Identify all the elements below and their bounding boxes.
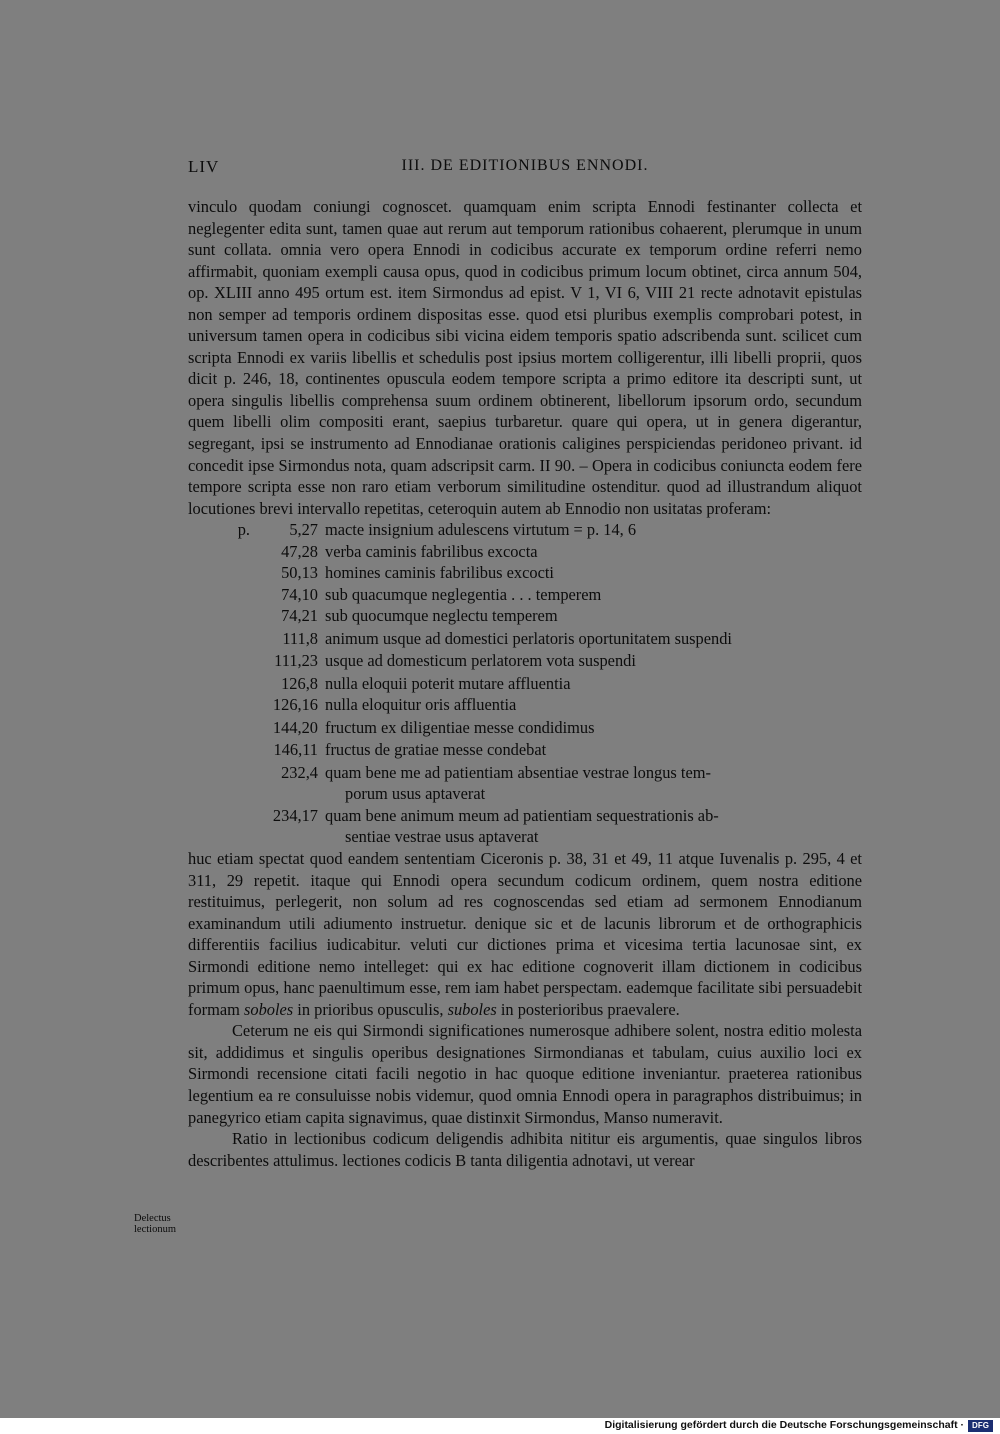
footer-bar <box>0 1418 1000 1434</box>
running-title: III. DE EDITIONIBUS ENNODI. <box>401 157 649 174</box>
reference-location: 74,21 <box>281 606 318 626</box>
reference-location: 232,4 <box>281 762 318 782</box>
reference-item <box>188 519 862 541</box>
reference-item <box>188 650 862 672</box>
reference-text: homines caminis fabrilibus excocti <box>325 563 554 583</box>
reference-text: nulla eloquii poterit mutare affluentia <box>325 673 571 693</box>
reference-text-continuation: porum usus aptaverat <box>345 784 486 804</box>
reference-location: 47,28 <box>281 541 318 561</box>
reference-text: animum usque ad domestici perlatoris oportunitatem suspendi <box>325 629 732 649</box>
reference-text: sub quacumque neglegentia . . . temperem <box>325 584 602 604</box>
paragraph: Ratio in lectionibus codicum deligendis adhibita nititur eis argumentis, quae singulos libros describentes attulimus. lectiones codicis B tanta diligentia adnotavi, ut verear <box>188 1129 862 1170</box>
funding-credit: Digitalisierung gefördert durch die Deutsche Forschungsgemeinschaft · <box>604 1419 964 1431</box>
body-text <box>188 196 862 1171</box>
reference-item <box>188 717 862 739</box>
reference-prefix <box>188 762 250 805</box>
reference-location: 111,8 <box>282 629 318 649</box>
reference-prefix: p. <box>237 520 250 540</box>
reference-location: 5,27 <box>289 520 318 540</box>
italic-word: suboles <box>447 999 497 1019</box>
reference-location: 50,13 <box>281 563 318 583</box>
reference-item <box>188 673 862 695</box>
reference-prefix <box>188 805 250 848</box>
italic-word: soboles <box>244 999 294 1019</box>
reference-item <box>188 605 862 627</box>
reference-prefix <box>188 628 250 650</box>
reference-prefix <box>188 673 250 695</box>
reference-prefix <box>188 650 250 672</box>
reference-item <box>188 762 862 805</box>
page-number: LIV <box>188 157 220 176</box>
reference-location: 146,11 <box>273 739 318 759</box>
reference-item <box>188 694 862 716</box>
reference-text: verba caminis fabrilibus excocta <box>325 541 538 561</box>
reference-item <box>188 584 862 606</box>
reference-text-continuation: sentiae vestrae usus aptaverat <box>345 827 539 847</box>
reference-item <box>188 805 862 848</box>
reference-item <box>188 562 862 584</box>
reference-text: sub quocumque neglectu temperem <box>325 606 558 626</box>
reference-location: 126,8 <box>281 673 318 693</box>
reference-text: quam bene me ad patientiam absentiae vestrae longus tem- porum usus aptaverat <box>325 762 785 805</box>
reference-list <box>188 519 862 848</box>
reference-text: nulla eloquitur oris affluentia <box>325 695 517 715</box>
paragraph: huc etiam spectat quod eandem sententiam Ciceronis p. 38, 31 et 49, 11 atque Iuvenalis p. 295, 4 et 311, 29 repetit. itaque qui Ennodi opera secundum codicum ordinem, quem nostra editione restituimus, perlegerit, non solum ad res cognoscendas sed etiam ad sermonem Ennodianum examinandum utili adiumento instruetur. denique sic et de lacunis librorum et de orthographicis differentiis facilius iudicabitur. veluti cur dictiones prima et vicesima tertia lacunosae sint, ex Sirmondi editione nemo intelleget: qui ex hac editione cognoverit illam dictionem in codicibus primum opus, hanc paenultimum esse, rem iam habet perspectam. eademque facilitate sibi persuadebit formam soboles in prioribus opusculis, suboles in posterioribus praevalere. <box>188 848 862 1019</box>
reference-location: 111,23 <box>274 650 318 670</box>
reference-prefix <box>188 694 250 716</box>
dfg-logo: DFG <box>968 1420 993 1432</box>
page-header <box>188 157 862 181</box>
reference-prefix <box>188 605 250 627</box>
reference-item <box>188 541 862 563</box>
reference-location: 126,16 <box>272 695 318 715</box>
margin-note: Delectus lectionum <box>134 1213 176 1235</box>
reference-prefix <box>188 584 250 606</box>
reference-location: 144,20 <box>272 718 318 738</box>
paragraph: vinculo quodam coniungi cognoscet. quamquam enim scripta Ennodi festinanter collecta et neglegenter edita sunt, tamen quae aut rerum aut temporum rationibus cohaerent, plerumque in unum sunt collata. omnia vero opera Ennodi in codicibus accurate ex temporum ordine referri nemo affirmabit, quoniam exempli causa opus, quod in codicibus primum locum obtinet, circa annum 504, op. XLIII anno 495 ortum est. item Sirmondus ad epist. V 1, VI 6, VIII 21 recte adnotavit epistulas non semper ad temporis ordinem dispositas esse. quod etsi pluribus exemplis comprobari potest, in universum tamen opera in codicibus sibi vicina eidem temporis spatio adscribenda sunt. scilicet cum scripta Ennodi ex variis libellis et schedulis post ipsius mortem colligerentur, illi libelli proprii, quos dicit p. 246, 18, continentes opuscula eodem tempore scripta a primo editore ita descripti sunt, ut opera singulis libellis comprehensa suum ordinem obtinerent, libellorum ipsorum ordo, secundum quem libelli olim compositi erant, saepius turbaretur. quare qui opera, ut in genera digerantur, segregant, ipsi se instrumento ad Ennodianae orationis caligines perspiciendas peridoneo privant. id concedit ipse Sirmondus nota, quam adscripsit carm. II 90. – Opera in codicibus coniuncta eodem fere tempore scripta esse non raro etiam verborum similitudine ostenditur. quod ad illustrandum aliquot locutiones brevi intervallo repetitas, ceteroquin autem ab Ennodio non usitatas proferam: <box>188 197 862 518</box>
reference-text: fructus de gratiae messe condebat <box>325 739 547 759</box>
reference-text: usque ad domesticum perlatorem vota suspendi <box>325 650 636 670</box>
reference-location: 234,17 <box>272 805 318 825</box>
reference-item <box>188 739 862 761</box>
reference-text: quam bene animum meum ad patientiam sequestrationis ab- sentiae vestrae usus aptaverat <box>325 805 785 848</box>
reference-prefix <box>188 541 250 563</box>
reference-prefix <box>188 562 250 584</box>
paragraph: Ceterum ne eis qui Sirmondi significationes numerosque adhibere solent, nostra editio molesta sit, addidimus et singulis operibus designationes Sirmondianas et tabulam, cuius auxilio loci ex Sirmondi recensione citati facili negotio in hac quoque editione inveniantur. praeterea rationibus legentium ea re consuluisse nobis videmur, quod omnia Ennodi opera in paragraphos distribuimus; in panegyrico etiam capita signavimus, quae distinxit Sirmondus, Manso numeravit. <box>188 1021 862 1127</box>
reference-prefix <box>188 717 250 739</box>
reference-prefix <box>188 739 250 761</box>
reference-text: macte insignium adulescens virtutum = p. 14, 6 <box>325 520 637 540</box>
reference-item <box>188 628 862 650</box>
reference-text: fructum ex diligentiae messe condidimus <box>325 718 595 738</box>
reference-location: 74,10 <box>281 584 318 604</box>
